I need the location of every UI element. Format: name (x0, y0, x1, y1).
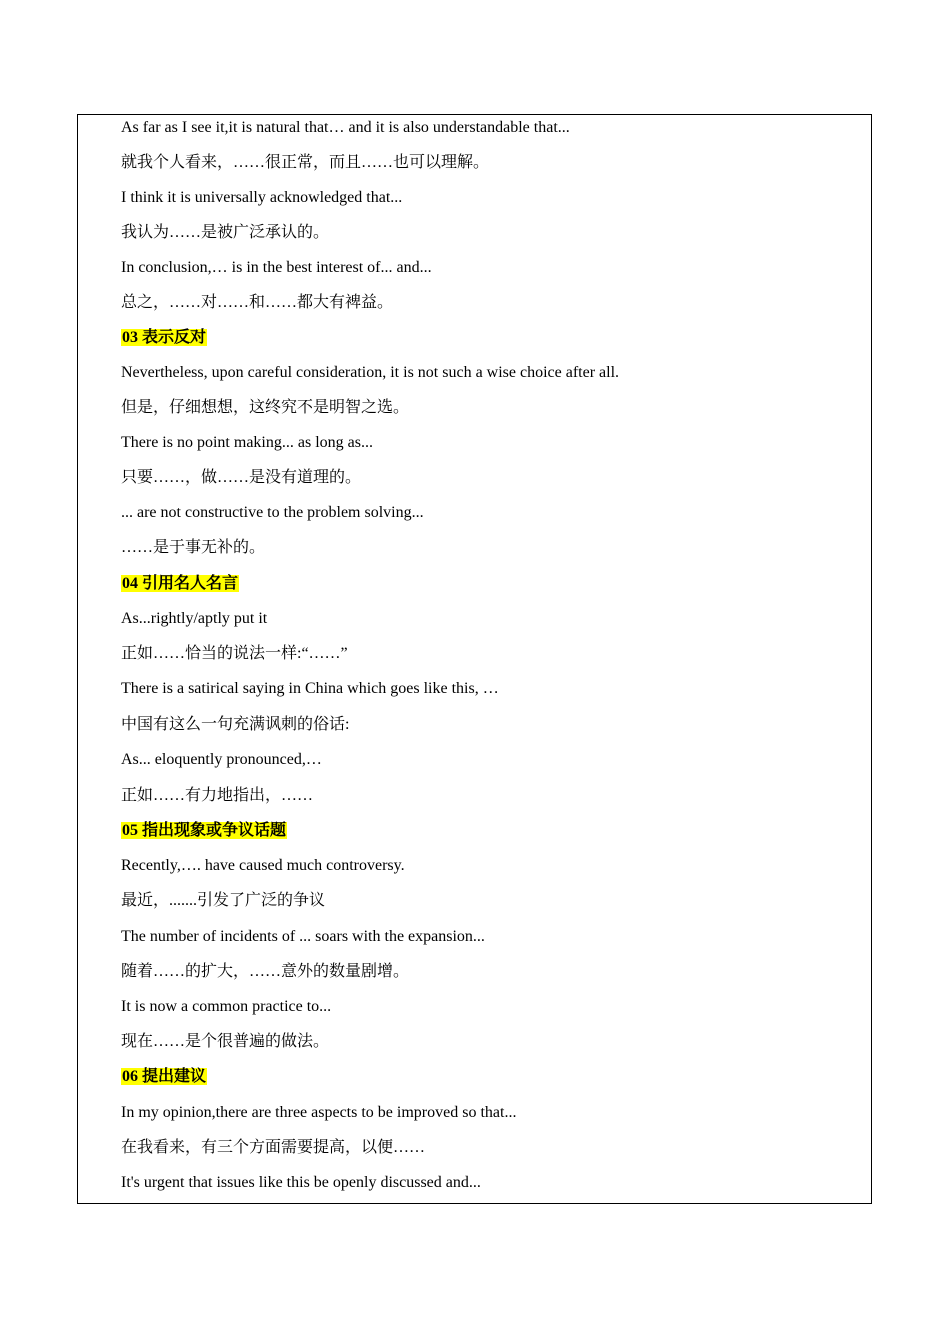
section-heading: 04 引用名人名言 (122, 575, 239, 592)
phrase-line: 只要……，做……是没有道理的。 (121, 469, 362, 486)
phrase-line: 随着……的扩大，……意外的数量剧增。 (121, 963, 410, 980)
phrase-line: Recently,…. have caused much controversy. (121, 857, 405, 874)
content-frame (77, 114, 872, 1204)
phrase-line: As... eloquently pronounced,… (121, 751, 322, 768)
phrase-line: 但是，仔细想想，这终究不是明智之选。 (121, 399, 410, 416)
phrase-line: ... are not constructive to the problem solving... (121, 504, 424, 521)
phrase-line: In my opinion,there are three aspects to be improved so that... (121, 1104, 517, 1121)
section-heading: 05 指出现象或争议话题 (122, 822, 287, 839)
phrase-line: There is a satirical saying in China which goes like this, … (121, 680, 499, 697)
phrase-line: As far as I see it,it is natural that… and it is also understandable that... (121, 119, 570, 136)
phrase-line: 现在……是个很普遍的做法。 (121, 1033, 330, 1050)
phrase-line: ……是于事无补的。 (121, 539, 266, 556)
phrase-line: It is now a common practice to... (121, 998, 332, 1015)
section-heading: 03 表示反对 (122, 329, 207, 346)
phrase-line: 正如……恰当的说法一样:“……” (121, 645, 348, 662)
phrase-line: It's urgent that issues like this be openly discussed and... (121, 1174, 481, 1191)
phrase-line: As...rightly/aptly put it (121, 610, 268, 627)
phrase-line: 就我个人看来，……很正常，而且……也可以理解。 (121, 154, 490, 171)
phrase-line: 总之，……对……和……都大有裨益。 (121, 294, 394, 311)
phrase-line: Nevertheless, upon careful consideration, it is not such a wise choice after all. (121, 364, 620, 381)
phrase-line: I think it is universally acknowledged that... (121, 189, 403, 206)
phrase-line: 最近，.......引发了广泛的争议 (121, 892, 326, 909)
phrase-line: 我认为……是被广泛承认的。 (121, 224, 330, 241)
phrase-line: In conclusion,… is in the best interest of... and... (121, 259, 432, 276)
phrase-line: There is no point making... as long as... (121, 434, 373, 451)
phrase-line: 在我看来，有三个方面需要提高，以便…… (121, 1139, 426, 1156)
phrase-line: 正如……有力地指出，…… (121, 787, 314, 804)
section-heading: 06 提出建议 (122, 1068, 207, 1085)
phrase-line: 中国有这么一句充满讽刺的俗话: (121, 716, 350, 733)
phrase-line: The number of incidents of ... soars with the expansion... (121, 928, 485, 945)
